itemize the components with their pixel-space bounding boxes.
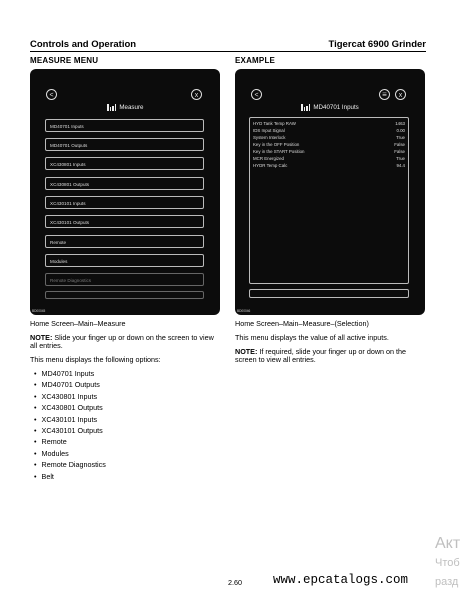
measure-screen-title-text: Measure: [119, 104, 144, 111]
options-list: [34, 369, 106, 483]
value-row: Key in the START Position False: [253, 149, 405, 154]
list-item: • MD40701 Outputs: [34, 380, 106, 391]
list-item: • XC430801 Outputs: [34, 403, 106, 414]
menu-item-xc430801-inputs[interactable]: XC430801 Inputs: [45, 157, 204, 170]
watermark-line1: Акт: [435, 535, 461, 552]
menu-item-partial[interactable]: [45, 291, 204, 299]
list-item: • Remote Diagnostics: [34, 460, 106, 471]
measure-caption: Home Screen–Main–Measure: [30, 319, 126, 328]
list-item: • XC430101 Outputs: [34, 426, 106, 437]
measure-screen-code: BD00045: [32, 309, 46, 313]
menu-item-xc430101-outputs[interactable]: XC430101 Outputs: [45, 215, 204, 228]
measure-menu-title: MEASURE MENU: [30, 56, 99, 65]
list-item: • XC430101 Inputs: [34, 415, 106, 426]
header-rule: [30, 51, 426, 52]
value-row: HYD Tank Temp RAW 1463: [253, 121, 405, 126]
measure-note: NOTE: Slide your finger up or down on the screen to view all entries.: [30, 333, 214, 351]
list-item: • XC430801 Inputs: [34, 392, 106, 403]
example-screen-title: [301, 104, 359, 111]
example-note: NOTE: If required, slide your finger up or down on the screen to view all entries.: [235, 347, 406, 365]
example-screen-title-text: MD40701 Inputs: [313, 104, 359, 111]
measure-chart-icon: [301, 104, 310, 111]
list-item: • Remote: [34, 437, 106, 448]
close-icon[interactable]: x: [395, 89, 406, 100]
value-row: MCR Energized True: [253, 156, 405, 161]
example-bottom-bar[interactable]: [249, 289, 409, 298]
header-product-title: Tigercat 6900 Grinder: [328, 39, 426, 50]
close-icon[interactable]: x: [191, 89, 202, 100]
value-row: System Interlock True: [253, 135, 405, 140]
measure-intro: This menu displays the following options:: [30, 355, 161, 364]
measure-screen-title: [107, 104, 143, 111]
menu-item-remote-diagnostics[interactable]: Remote Diagnostics: [45, 273, 204, 286]
list-item: • Modules: [34, 449, 106, 460]
value-row: IDS Input Signal 0.00: [253, 128, 405, 133]
website-url[interactable]: www.epcatalogs.com: [273, 573, 409, 587]
watermark-line3: разд: [435, 576, 459, 588]
value-row: Key in the OFF Position False: [253, 142, 405, 147]
watermark-line2: Чтоб: [435, 557, 460, 569]
back-icon[interactable]: <: [46, 89, 57, 100]
example-title: EXAMPLE: [235, 56, 276, 65]
value-row: HYDR Temp Calc 94.4: [253, 163, 405, 168]
example-screen-code: BD00046: [237, 309, 251, 313]
list-item: • Belt: [34, 472, 106, 483]
back-icon[interactable]: <: [251, 89, 262, 100]
example-text: This menu displays the value of all active inputs.: [235, 333, 389, 342]
menu-item-remote[interactable]: Remote: [45, 235, 204, 248]
menu-item-md40701-outputs[interactable]: MD40701 Outputs: [45, 138, 204, 151]
page-number: 2.60: [228, 578, 242, 587]
menu-item-xc430801-outputs[interactable]: XC430801 Outputs: [45, 177, 204, 190]
header-section-title: Controls and Operation: [30, 39, 137, 50]
list-item: • MD40701 Inputs: [34, 369, 106, 380]
inputs-value-panel[interactable]: [249, 117, 409, 284]
example-caption: Home Screen–Main–Measure–(Selection): [235, 319, 369, 328]
menu-item-xc430101-inputs[interactable]: XC430101 Inputs: [45, 196, 204, 209]
menu-item-modules[interactable]: Modules: [45, 254, 204, 267]
menu-item-md40701-inputs[interactable]: MD40701 Inputs: [45, 119, 204, 132]
measure-chart-icon: [107, 104, 116, 111]
menu-icon[interactable]: ≡: [379, 89, 390, 100]
